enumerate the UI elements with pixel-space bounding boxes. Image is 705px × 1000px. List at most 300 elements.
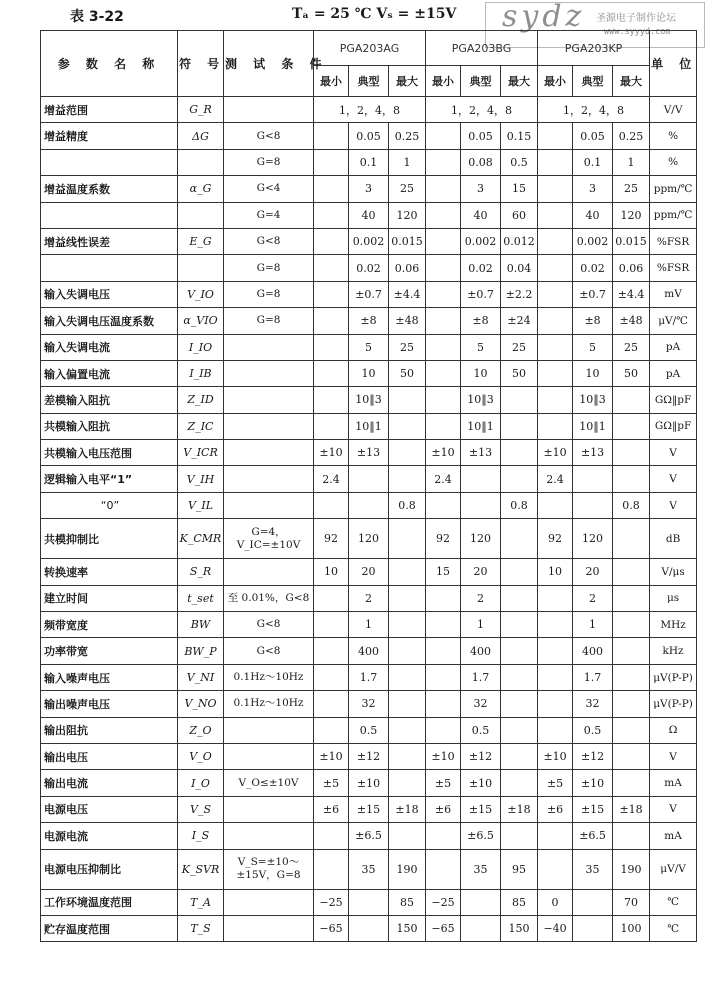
param-symbol: BW_P xyxy=(178,638,224,664)
value-cell: 10 xyxy=(314,559,349,585)
param-name: 输入失调电流 xyxy=(41,334,178,360)
param-name: 电源电压 xyxy=(41,796,178,822)
value-cell xyxy=(613,770,650,796)
value-cell: 190 xyxy=(389,849,426,889)
unit-cell: GΩ‖pF xyxy=(650,413,697,439)
value-cell xyxy=(501,413,538,439)
value-cell: 1 xyxy=(461,612,501,638)
test-condition xyxy=(224,492,314,518)
value-cell: ±8 xyxy=(573,308,613,334)
test-condition xyxy=(224,387,314,413)
value-cell: 120 xyxy=(613,202,650,228)
value-cell: 0.05 xyxy=(349,123,389,149)
test-condition: G=8 xyxy=(224,281,314,307)
test-condition: V_O≤±10V xyxy=(224,770,314,796)
value-cell: 0 xyxy=(538,889,573,915)
value-cell: 35 xyxy=(573,849,613,889)
value-cell: 10‖3 xyxy=(573,387,613,413)
value-cell: 10 xyxy=(349,360,389,386)
value-cell xyxy=(613,717,650,743)
value-cell: ±10 xyxy=(461,770,501,796)
value-cell: 0.05 xyxy=(461,123,501,149)
table-row xyxy=(41,889,697,915)
param-symbol: Z_ID xyxy=(178,387,224,413)
value-cell xyxy=(314,691,349,717)
test-condition: 0.1Hz～10Hz xyxy=(224,664,314,690)
value-cell: 400 xyxy=(461,638,501,664)
value-cell: ±13 xyxy=(573,440,613,466)
value-cell xyxy=(426,228,461,254)
table-row xyxy=(41,559,697,585)
value-cell: ±6 xyxy=(426,796,461,822)
value-cell xyxy=(426,664,461,690)
value-cell: ±13 xyxy=(349,440,389,466)
unit-cell: mA xyxy=(650,770,697,796)
value-cell xyxy=(389,638,426,664)
table-row xyxy=(41,466,697,492)
unit-cell: μV(P-P) xyxy=(650,691,697,717)
table-row xyxy=(41,123,697,149)
value-cell: ±10 xyxy=(314,743,349,769)
value-cell xyxy=(538,228,573,254)
value-cell: 0.06 xyxy=(389,255,426,281)
value-cell: 0.8 xyxy=(501,492,538,518)
unit-cell: % xyxy=(650,149,697,175)
value-cell: 0.5 xyxy=(573,717,613,743)
value-cell: −40 xyxy=(538,915,573,941)
value-cell: ±6 xyxy=(538,796,573,822)
value-cell: 35 xyxy=(349,849,389,889)
value-cell: 0.08 xyxy=(461,149,501,175)
value-cell: 10 xyxy=(538,559,573,585)
value-cell: ±5 xyxy=(426,770,461,796)
value-cell xyxy=(501,823,538,849)
value-cell-range: 1，2，4，8 xyxy=(314,97,426,123)
value-cell: 20 xyxy=(461,559,501,585)
table-row xyxy=(41,638,697,664)
param-name: 增益精度 xyxy=(41,123,178,149)
unit-cell: MHz xyxy=(650,612,697,638)
param-name: 电源电流 xyxy=(41,823,178,849)
param-symbol: BW xyxy=(178,612,224,638)
value-cell xyxy=(314,255,349,281)
value-cell xyxy=(426,849,461,889)
table-row xyxy=(41,308,697,334)
value-cell: 40 xyxy=(349,202,389,228)
value-cell: ±18 xyxy=(389,796,426,822)
value-cell xyxy=(426,387,461,413)
value-cell: 70 xyxy=(613,889,650,915)
param-name: 电源电压抑制比 xyxy=(41,849,178,889)
value-cell xyxy=(389,387,426,413)
value-cell xyxy=(314,585,349,611)
value-cell: 1 xyxy=(573,612,613,638)
value-cell: 5 xyxy=(573,334,613,360)
value-cell: ±5 xyxy=(538,770,573,796)
value-cell xyxy=(613,559,650,585)
value-cell: 150 xyxy=(501,915,538,941)
value-cell: ±48 xyxy=(389,308,426,334)
value-cell: 20 xyxy=(349,559,389,585)
value-cell xyxy=(314,823,349,849)
value-cell: ±10 xyxy=(538,440,573,466)
unit-cell: ppm/℃ xyxy=(650,202,697,228)
unit-cell: μV/V xyxy=(650,849,697,889)
table-row xyxy=(41,796,697,822)
value-cell: 0.015 xyxy=(389,228,426,254)
value-cell xyxy=(389,823,426,849)
table-row xyxy=(41,360,697,386)
value-cell: ±18 xyxy=(501,796,538,822)
value-cell xyxy=(314,717,349,743)
value-cell: 2 xyxy=(349,585,389,611)
value-cell xyxy=(501,638,538,664)
test-condition: V_S=±10～±15V，G=8 xyxy=(224,849,314,889)
value-cell: −65 xyxy=(314,915,349,941)
value-cell xyxy=(389,664,426,690)
value-cell: 15 xyxy=(426,559,461,585)
value-cell xyxy=(538,612,573,638)
unit-cell: %FSR xyxy=(650,228,697,254)
watermark-url: www.syyyd.com xyxy=(604,27,671,37)
param-name: 输出电流 xyxy=(41,770,178,796)
test-condition xyxy=(224,413,314,439)
param-symbol: G_R xyxy=(178,97,224,123)
value-cell: ±10 xyxy=(426,440,461,466)
param-name: 输出噪声电压 xyxy=(41,691,178,717)
value-cell xyxy=(314,176,349,202)
value-cell xyxy=(613,585,650,611)
value-cell xyxy=(426,492,461,518)
col-condition: 测 试 条 件 xyxy=(224,31,314,97)
value-cell xyxy=(314,413,349,439)
value-cell: 0.04 xyxy=(501,255,538,281)
param-symbol: V_NI xyxy=(178,664,224,690)
value-cell xyxy=(314,638,349,664)
unit-cell: GΩ‖pF xyxy=(650,387,697,413)
value-cell xyxy=(349,492,389,518)
param-symbol: t_set xyxy=(178,585,224,611)
param-symbol: α_G xyxy=(178,176,224,202)
param-symbol: V_NO xyxy=(178,691,224,717)
test-condition xyxy=(224,823,314,849)
table-row xyxy=(41,717,697,743)
unit-cell: μs xyxy=(650,585,697,611)
param-symbol: V_S xyxy=(178,796,224,822)
value-cell: ±15 xyxy=(461,796,501,822)
value-cell: ±5 xyxy=(314,770,349,796)
value-cell xyxy=(314,281,349,307)
value-cell xyxy=(613,691,650,717)
test-condition: 至 0.01%，G<8 xyxy=(224,585,314,611)
unit-cell: V xyxy=(650,796,697,822)
value-cell xyxy=(501,387,538,413)
value-cell: 0.05 xyxy=(573,123,613,149)
value-cell: ±10 xyxy=(349,770,389,796)
table-number: 表 3-22 xyxy=(70,9,124,25)
param-symbol: V_ICR xyxy=(178,440,224,466)
value-cell: −25 xyxy=(426,889,461,915)
value-cell: 400 xyxy=(349,638,389,664)
value-cell: 0.002 xyxy=(349,228,389,254)
param-name: 转换速率 xyxy=(41,559,178,585)
value-cell xyxy=(426,308,461,334)
value-cell: 0.25 xyxy=(613,123,650,149)
value-cell: 0.1 xyxy=(573,149,613,175)
test-condition: G=4 xyxy=(224,202,314,228)
test-condition xyxy=(224,559,314,585)
param-symbol: K_CMR xyxy=(178,519,224,559)
col-max: 最大 xyxy=(389,66,426,97)
test-condition: G<8 xyxy=(224,228,314,254)
value-cell xyxy=(314,202,349,228)
value-cell: 35 xyxy=(461,849,501,889)
value-cell: 400 xyxy=(573,638,613,664)
value-cell: 10‖1 xyxy=(573,413,613,439)
value-cell xyxy=(426,360,461,386)
col-group-bg: PGA203BG xyxy=(426,31,538,66)
value-cell xyxy=(573,889,613,915)
value-cell: 1.7 xyxy=(573,664,613,690)
test-condition: G=4，V_IC=±10V xyxy=(224,519,314,559)
value-cell: 25 xyxy=(501,334,538,360)
param-name xyxy=(41,255,178,281)
value-cell xyxy=(538,492,573,518)
value-cell: 0.02 xyxy=(349,255,389,281)
value-cell: 1.7 xyxy=(349,664,389,690)
param-name: 共模输入电压范围 xyxy=(41,440,178,466)
value-cell: 120 xyxy=(389,202,426,228)
param-symbol: V_O xyxy=(178,743,224,769)
value-cell: 10‖1 xyxy=(349,413,389,439)
value-cell: 5 xyxy=(461,334,501,360)
value-cell: ±0.7 xyxy=(461,281,501,307)
value-cell: 2 xyxy=(461,585,501,611)
value-cell: ±8 xyxy=(349,308,389,334)
test-condition xyxy=(224,796,314,822)
value-cell: 5 xyxy=(349,334,389,360)
unit-cell: V/μs xyxy=(650,559,697,585)
param-symbol: S_R xyxy=(178,559,224,585)
test-condition: G<8 xyxy=(224,612,314,638)
unit-cell: μV(P-P) xyxy=(650,664,697,690)
value-cell: 92 xyxy=(314,519,349,559)
test-condition xyxy=(224,717,314,743)
test-condition: G<8 xyxy=(224,638,314,664)
param-name: 共模抑制比 xyxy=(41,519,178,559)
value-cell xyxy=(538,691,573,717)
value-cell xyxy=(538,255,573,281)
param-name: 输入噪声电压 xyxy=(41,664,178,690)
table-row xyxy=(41,176,697,202)
value-cell: ±15 xyxy=(349,796,389,822)
value-cell xyxy=(538,360,573,386)
value-cell: 120 xyxy=(349,519,389,559)
table-row xyxy=(41,743,697,769)
value-cell xyxy=(613,638,650,664)
col-min: 最小 xyxy=(314,66,349,97)
col-typ: 典型 xyxy=(461,66,501,97)
value-cell: 1 xyxy=(389,149,426,175)
value-cell xyxy=(314,149,349,175)
value-cell xyxy=(573,492,613,518)
table-row xyxy=(41,585,697,611)
value-cell: 0.02 xyxy=(573,255,613,281)
value-cell xyxy=(538,849,573,889)
test-condition: G=8 xyxy=(224,255,314,281)
value-cell xyxy=(426,176,461,202)
value-cell: 120 xyxy=(573,519,613,559)
col-group-ag: PGA203AG xyxy=(314,31,426,66)
value-cell: 50 xyxy=(389,360,426,386)
value-cell: 10‖3 xyxy=(461,387,501,413)
value-cell: 0.002 xyxy=(573,228,613,254)
value-cell xyxy=(613,387,650,413)
value-cell xyxy=(389,691,426,717)
value-cell: ±6.5 xyxy=(461,823,501,849)
value-cell xyxy=(426,334,461,360)
table-row xyxy=(41,915,697,941)
value-cell xyxy=(538,638,573,664)
value-cell xyxy=(501,612,538,638)
value-cell xyxy=(613,519,650,559)
value-cell xyxy=(426,255,461,281)
param-symbol: Z_IC xyxy=(178,413,224,439)
test-condition xyxy=(224,915,314,941)
value-cell xyxy=(538,717,573,743)
value-cell: ±15 xyxy=(573,796,613,822)
test-condition xyxy=(224,743,314,769)
value-cell: 1 xyxy=(613,149,650,175)
test-conditions: Tₐ = 25 ℃ Vₛ = ±15V xyxy=(292,6,457,22)
param-name: 增益范围 xyxy=(41,97,178,123)
value-cell: ±12 xyxy=(349,743,389,769)
test-condition xyxy=(224,334,314,360)
value-cell xyxy=(613,664,650,690)
param-symbol xyxy=(178,202,224,228)
value-cell: 2.4 xyxy=(314,466,349,492)
param-name xyxy=(41,149,178,175)
unit-cell: V xyxy=(650,440,697,466)
test-condition xyxy=(224,889,314,915)
value-cell xyxy=(538,176,573,202)
unit-cell: V xyxy=(650,743,697,769)
value-cell xyxy=(501,743,538,769)
param-symbol: E_G xyxy=(178,228,224,254)
unit-cell: ℃ xyxy=(650,915,697,941)
value-cell: 100 xyxy=(613,915,650,941)
param-symbol: I_S xyxy=(178,823,224,849)
value-cell xyxy=(538,823,573,849)
param-name: 频带宽度 xyxy=(41,612,178,638)
value-cell xyxy=(613,440,650,466)
value-cell xyxy=(314,228,349,254)
value-cell xyxy=(613,466,650,492)
table-row xyxy=(41,440,697,466)
watermark-site: 圣源电子制作论坛 xyxy=(596,13,676,24)
value-cell xyxy=(426,585,461,611)
param-name: 工作环境温度范围 xyxy=(41,889,178,915)
table-row xyxy=(41,387,697,413)
value-cell: 0.5 xyxy=(461,717,501,743)
value-cell xyxy=(349,889,389,915)
value-cell: 25 xyxy=(613,334,650,360)
value-cell xyxy=(314,334,349,360)
param-symbol: V_IO xyxy=(178,281,224,307)
param-symbol: α_VIO xyxy=(178,308,224,334)
value-cell xyxy=(389,585,426,611)
value-cell xyxy=(389,717,426,743)
value-cell: 0.8 xyxy=(613,492,650,518)
param-name: 输出阻抗 xyxy=(41,717,178,743)
value-cell: 40 xyxy=(573,202,613,228)
value-cell: 85 xyxy=(389,889,426,915)
value-cell xyxy=(573,915,613,941)
test-condition xyxy=(224,360,314,386)
value-cell: 15 xyxy=(501,176,538,202)
value-cell xyxy=(538,308,573,334)
value-cell: 2.4 xyxy=(426,466,461,492)
value-cell xyxy=(389,559,426,585)
spec-table xyxy=(40,30,697,942)
table-row xyxy=(41,823,697,849)
table-row xyxy=(41,413,697,439)
value-cell-range: 1，2，4，8 xyxy=(538,97,650,123)
value-cell: 0.8 xyxy=(389,492,426,518)
value-cell: 3 xyxy=(573,176,613,202)
value-cell xyxy=(461,492,501,518)
param-symbol xyxy=(178,149,224,175)
value-cell: ±6.5 xyxy=(573,823,613,849)
value-cell: 1 xyxy=(349,612,389,638)
table-row xyxy=(41,255,697,281)
table-row xyxy=(41,334,697,360)
table-row xyxy=(41,202,697,228)
value-cell: ±0.7 xyxy=(573,281,613,307)
value-cell xyxy=(501,691,538,717)
table-row xyxy=(41,149,697,175)
value-cell xyxy=(538,585,573,611)
param-name: 输入失调电压 xyxy=(41,281,178,307)
value-cell: ±10 xyxy=(573,770,613,796)
value-cell xyxy=(314,123,349,149)
param-symbol: T_A xyxy=(178,889,224,915)
unit-cell: %FSR xyxy=(650,255,697,281)
value-cell: 10 xyxy=(461,360,501,386)
param-name: 逻辑输入电平“1” xyxy=(41,466,178,492)
value-cell xyxy=(501,466,538,492)
unit-cell: pA xyxy=(650,360,697,386)
param-name: 增益线性误差 xyxy=(41,228,178,254)
unit-cell: Ω xyxy=(650,717,697,743)
table-row xyxy=(41,691,697,717)
param-symbol: I_O xyxy=(178,770,224,796)
param-name: 差模输入阻抗 xyxy=(41,387,178,413)
value-cell xyxy=(538,202,573,228)
param-symbol: Z_O xyxy=(178,717,224,743)
value-cell: −25 xyxy=(314,889,349,915)
value-cell xyxy=(426,638,461,664)
unit-cell: mA xyxy=(650,823,697,849)
value-cell xyxy=(314,492,349,518)
param-name: 功率带宽 xyxy=(41,638,178,664)
value-cell: ±12 xyxy=(461,743,501,769)
value-cell: 50 xyxy=(613,360,650,386)
param-name xyxy=(41,202,178,228)
value-cell: 3 xyxy=(461,176,501,202)
table-row xyxy=(41,492,697,518)
value-cell: 32 xyxy=(349,691,389,717)
